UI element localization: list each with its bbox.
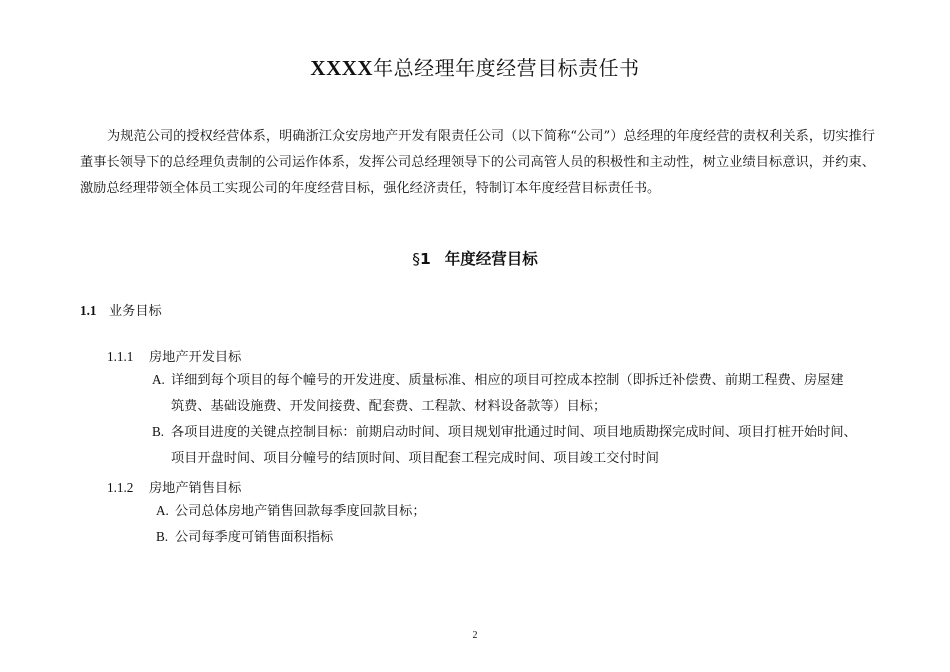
item-marker: A. bbox=[156, 503, 169, 518]
subsection-title: 业务目标 bbox=[109, 304, 162, 319]
list-item bbox=[152, 419, 882, 472]
item-marker: B. bbox=[152, 424, 165, 439]
subsection-heading-1-1-2 bbox=[107, 477, 241, 496]
subsection-number: 1.1.1 bbox=[107, 349, 134, 364]
subsection-number: 1.1.2 bbox=[107, 480, 134, 495]
item-marker: A. bbox=[152, 372, 165, 387]
section-number: 1 bbox=[419, 250, 431, 268]
subsection-title: 房地产销售目标 bbox=[149, 481, 242, 496]
document-title bbox=[0, 52, 950, 81]
subsection-heading-1-1-1 bbox=[107, 346, 241, 365]
intro-paragraph: 为规范公司的授权经营体系，明确浙江众安房地产开发有限责任公司（以下简称“公司”）总经理的年度经营的责权利关系，切实推行董事长领导下的总经理负责制的公司运作体系，发挥公司总经理领导下的公司高管人员的积极性和主动性，树立业绩目标意识，并约束、激励总经理带领全体员工实现公司的年度经营目标，强化经济责任，特制订本年度经营目标责任书。 bbox=[80, 129, 875, 196]
item-text-continued: 筑费、基础设施费、开发间接费、配套费、工程款、材料设备款等）目标； bbox=[171, 399, 607, 414]
item-text: 公司总体房地产销售回款每季度回款目标； bbox=[175, 504, 426, 519]
list-item bbox=[156, 524, 856, 551]
item-marker: B. bbox=[156, 529, 169, 544]
section-symbol: § bbox=[412, 250, 420, 268]
item-text: 详细到每个项目的每个幢号的开发进度、质量标准、相应的项目可控成本控制（即拆迁补偿费、前期工程费、房屋建 bbox=[171, 373, 844, 388]
item-text-continued: 项目开盘时间、项目分幢号的结顶时间、项目配套工程完成时间、项目竣工交付时间 bbox=[171, 451, 659, 466]
title-year: XXXX bbox=[310, 56, 374, 80]
title-text: 年总经理年度经营目标责任书 bbox=[373, 56, 640, 80]
section-title: 年度经营目标 bbox=[444, 250, 538, 268]
subsection-title: 房地产开发目标 bbox=[149, 350, 242, 365]
list-item bbox=[152, 367, 882, 420]
item-text: 公司每季度可销售面积指标 bbox=[175, 530, 334, 545]
list-item bbox=[156, 498, 856, 525]
page-number: 2 bbox=[472, 630, 478, 641]
subsection-heading-1-1 bbox=[80, 300, 162, 319]
item-text: 各项目进度的关键点控制目标：前期启动时间、项目规划审批通过时间、项目地质勘探完成时间、项目打桩开始时间、 bbox=[171, 425, 857, 440]
subsection-number: 1.1 bbox=[80, 303, 97, 318]
section-heading bbox=[0, 247, 950, 269]
